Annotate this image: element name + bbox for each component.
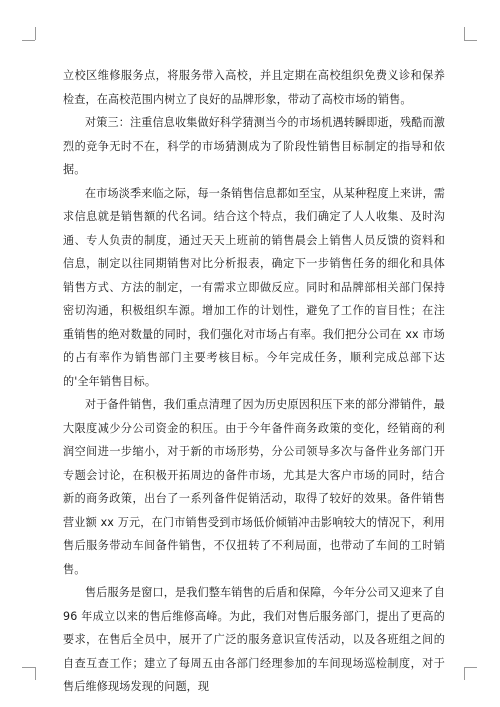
crop-mark-bottom-right-v bbox=[464, 667, 465, 680]
paragraph-5: 售后服务是窗口，是我们整车销售的后盾和保障，今年分公司又迎来了自 96 年成立以来的售后维修高峰。为此，我们对售后服务部门，提出了更高的要求，在售后全员中，展开了广泛的服务意识宣传活动，以及各班组之间的自查互查工作；建立了每周五由各部门经理参加的车间现场巡检制度，对于售后维修现场发现的问题，现 bbox=[63, 586, 445, 693]
paragraph-1: 立校区维修服务点，将服务带入高校，并且定期在高校组织免费义诊和保养检查，在高校范围内树立了良好的品牌形象，带动了高校市场的销售。 bbox=[63, 69, 445, 106]
paragraph-4: 对于备件销售，我们重点清理了因为历史原因积压下来的部分滞销件，最大限度减少分公司资金的积压。由于今年备件商务政策的变化，经销商的利润空间进一步缩小，对于新的市场形势，分公司领导多次与备件业务部门开专题会讨论，在积极开拓周边的备件市场，尤其是大客户市场的同时，结合新的商务政策，出台了一系列备件促销活动，取得了较好的效果。备件销售营业额 xx 万元，在门市销售受到市场低价倾销冲击影响较大的情况下，利用售后服务带动车间备件销售，不仅扭转了不利局面，也带动了车间的工时销售。 bbox=[63, 398, 445, 576]
crop-mark-top-left-v bbox=[35, 27, 36, 40]
paragraph-2: 对策三：注重信息收集做好科学猜测当今的市场机遇转瞬即逝，残酷而激烈的竞争无时不在，科学的市场猜测成为了阶段性销售目标制定的指导和依据。 bbox=[63, 116, 445, 176]
document-body bbox=[63, 64, 445, 699]
crop-mark-top-right-v bbox=[464, 27, 465, 40]
crop-mark-top-right-h bbox=[464, 40, 477, 41]
crop-mark-bottom-left-v bbox=[35, 667, 36, 680]
crop-mark-top-left-h bbox=[22, 40, 35, 41]
crop-mark-bottom-right-h bbox=[464, 667, 477, 668]
paragraph-3: 在市场淡季来临之际，每一条销售信息都如至宝，从某种程度上来讲，需求信息就是销售额的代名词。结合这个特点，我们确定了人人收集、及时沟通、专人负责的制度，通过天天上班前的销售晨会上销售人员反馈的资料和信息，制定以往同期销售对比分析报表，确定下一步销售任务的细化和具体销售方式、方法的制定，一有需求立即做反应。同时和品牌部相关部门保持密切沟通，积极组织车源。增加工作的计划性，避免了工作的盲目性；在注重销售的绝对数量的同时，我们强化对市场占有率。我们把分公司在 xx 市场的占有率作为销售部门主要考核目标。今年完成任务，顺利完成总部下达的'全年销售目标。 bbox=[63, 186, 445, 388]
crop-mark-bottom-left-h bbox=[22, 667, 35, 668]
